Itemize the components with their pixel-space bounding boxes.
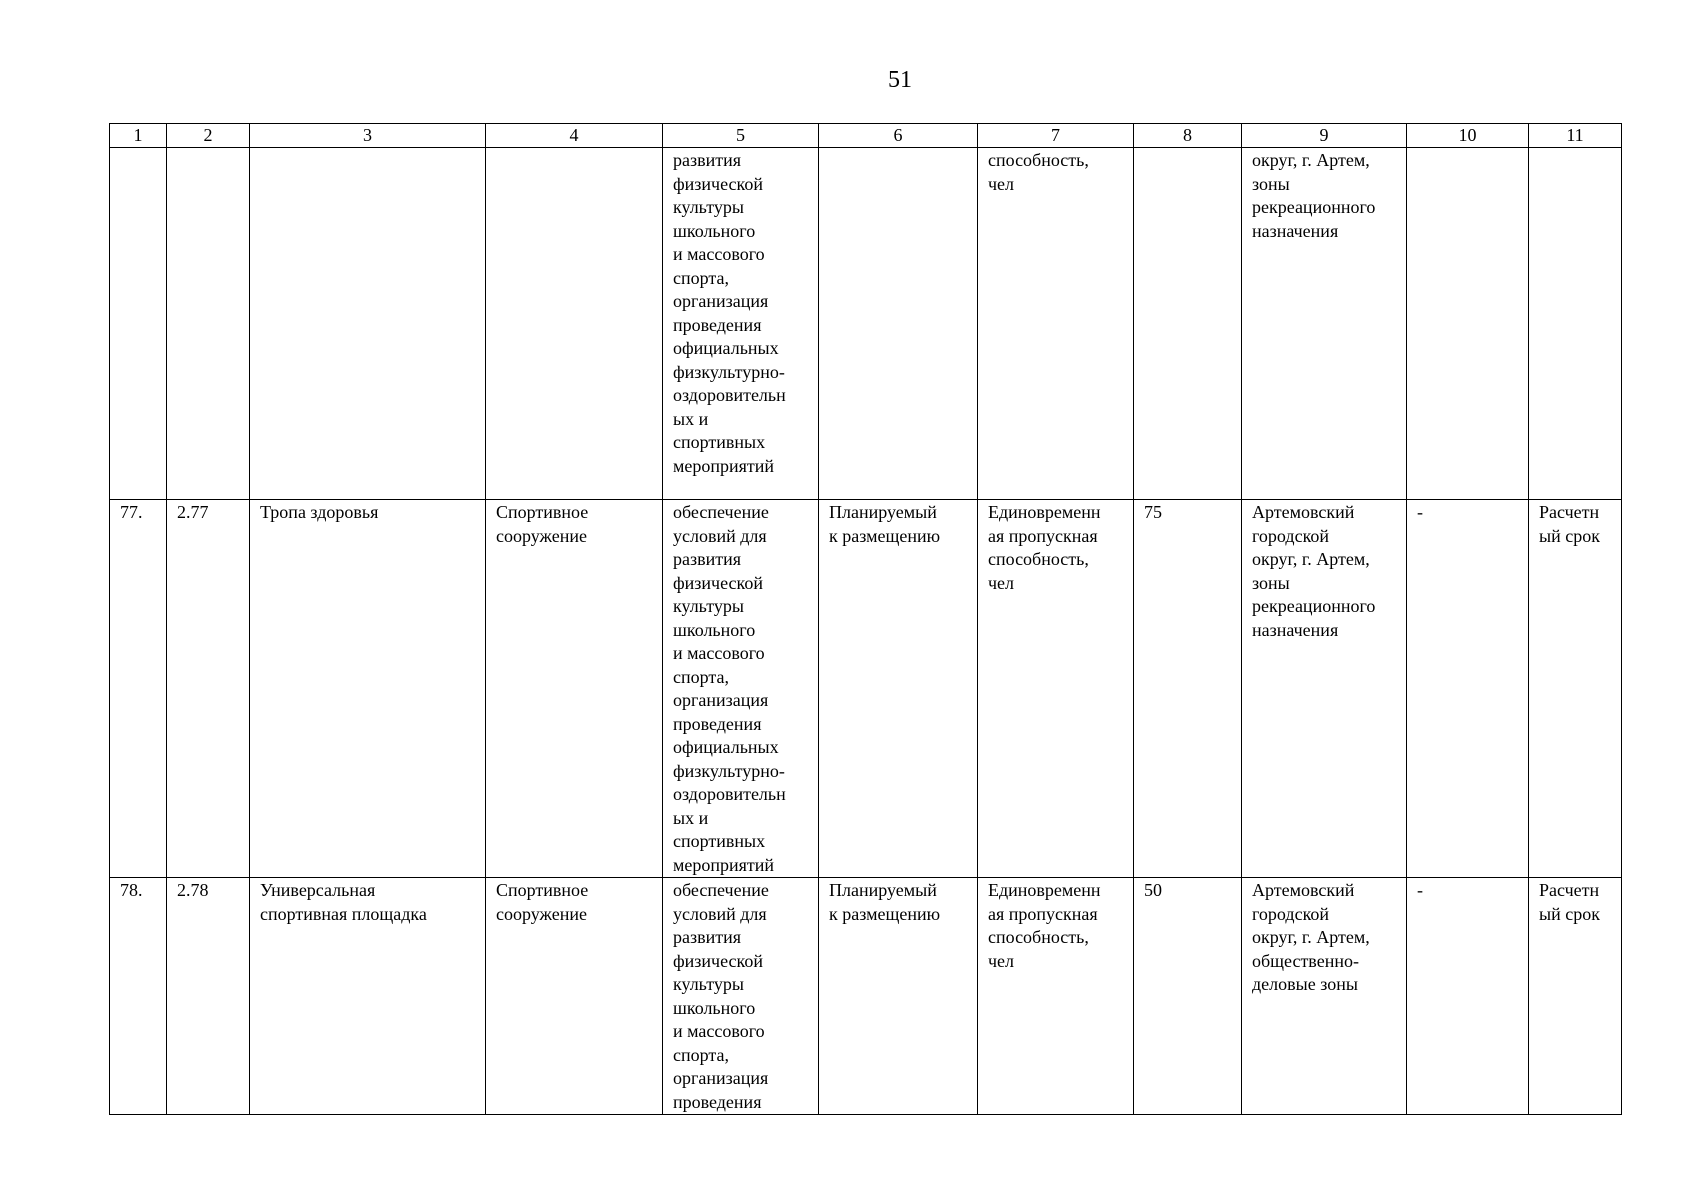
column-header: 7 <box>978 124 1134 148</box>
table-cell <box>1407 500 1529 878</box>
table-cell <box>819 500 978 878</box>
table-cell <box>1134 500 1242 878</box>
column-header: 10 <box>1407 124 1529 148</box>
cell-text: Планируемый к размещению <box>829 880 941 924</box>
table-cell <box>663 878 819 1115</box>
cell-text: обеспечение условий для развития физической культуры школьного и массового спорта, организация проведения <box>673 880 769 1112</box>
table-row <box>110 148 1622 500</box>
column-header: 6 <box>819 124 978 148</box>
cell-text: Расчетн ый срок <box>1539 502 1600 546</box>
table-cell <box>250 500 486 878</box>
table-cell <box>1134 878 1242 1115</box>
cell-text: Расчетн ый срок <box>1539 880 1600 924</box>
page-number: 51 <box>888 67 912 93</box>
cell-text: 2.77 <box>177 502 209 522</box>
table-cell <box>1242 878 1407 1115</box>
table-cell <box>1242 500 1407 878</box>
cell-text: 78. <box>120 880 143 900</box>
cell-text: - <box>1417 502 1423 522</box>
table-cell <box>110 878 167 1115</box>
cell-text: Универсальная спортивная площадка <box>260 880 427 924</box>
table-cell <box>663 500 819 878</box>
table-cell <box>250 878 486 1115</box>
table-row <box>110 878 1622 1115</box>
table-cell <box>167 878 250 1115</box>
cell-text: обеспечение условий для развития физической культуры школьного и массового спорта, организация проведения официальных физкультурно- оздоровительн ых и спортивных мероприятий <box>673 502 786 875</box>
table-cell <box>1242 148 1407 500</box>
column-header: 5 <box>663 124 819 148</box>
table-cell <box>250 148 486 500</box>
column-header: 2 <box>167 124 250 148</box>
cell-text: - <box>1417 880 1423 900</box>
column-header: 4 <box>486 124 663 148</box>
cell-text: Планируемый к размещению <box>829 502 941 546</box>
cell-text: Артемовский городской округ, г. Артем, зоны рекреационного назначения <box>1252 502 1376 640</box>
column-header: 11 <box>1529 124 1622 148</box>
table-row <box>110 500 1622 878</box>
cell-text: Спортивное сооружение <box>496 880 589 924</box>
data-table <box>109 123 1622 1115</box>
table-cell <box>486 148 663 500</box>
cell-text: округ, г. Артем, зоны рекреационного назначения <box>1252 150 1376 241</box>
cell-text: 75 <box>1144 502 1162 522</box>
table-cell <box>167 500 250 878</box>
cell-text: 2.78 <box>177 880 209 900</box>
column-header: 9 <box>1242 124 1407 148</box>
table-cell <box>486 500 663 878</box>
cell-text: 50 <box>1144 880 1162 900</box>
table-cell <box>1529 148 1622 500</box>
table-cell <box>110 500 167 878</box>
table-cell <box>1407 148 1529 500</box>
table-cell <box>110 148 167 500</box>
cell-text: Артемовский городской округ, г. Артем, общественно- деловые зоны <box>1252 880 1370 994</box>
table-cell <box>167 148 250 500</box>
column-header: 3 <box>250 124 486 148</box>
table-cell <box>978 500 1134 878</box>
cell-text: 77. <box>120 502 143 522</box>
table-cell <box>1529 500 1622 878</box>
cell-text: развития физической культуры школьного и массового спорта, организация проведения официальных физкультурно- оздоровительн ых и спортивных мероприятий <box>673 150 786 476</box>
cell-text: Спортивное сооружение <box>496 502 589 546</box>
column-header: 8 <box>1134 124 1242 148</box>
cell-text: способность, чел <box>988 150 1089 194</box>
table-header-row <box>110 124 1622 148</box>
table-cell <box>486 878 663 1115</box>
table-cell <box>1407 878 1529 1115</box>
table-cell <box>819 878 978 1115</box>
table-cell <box>819 148 978 500</box>
table-cell <box>1134 148 1242 500</box>
cell-text: Единовременн ая пропускная способность, чел <box>988 502 1101 593</box>
table-cell <box>1529 878 1622 1115</box>
table-cell <box>978 878 1134 1115</box>
cell-text: Тропа здоровья <box>260 502 379 522</box>
column-header: 1 <box>110 124 167 148</box>
cell-text: Единовременн ая пропускная способность, чел <box>988 880 1101 971</box>
table-cell <box>978 148 1134 500</box>
table-cell <box>663 148 819 500</box>
